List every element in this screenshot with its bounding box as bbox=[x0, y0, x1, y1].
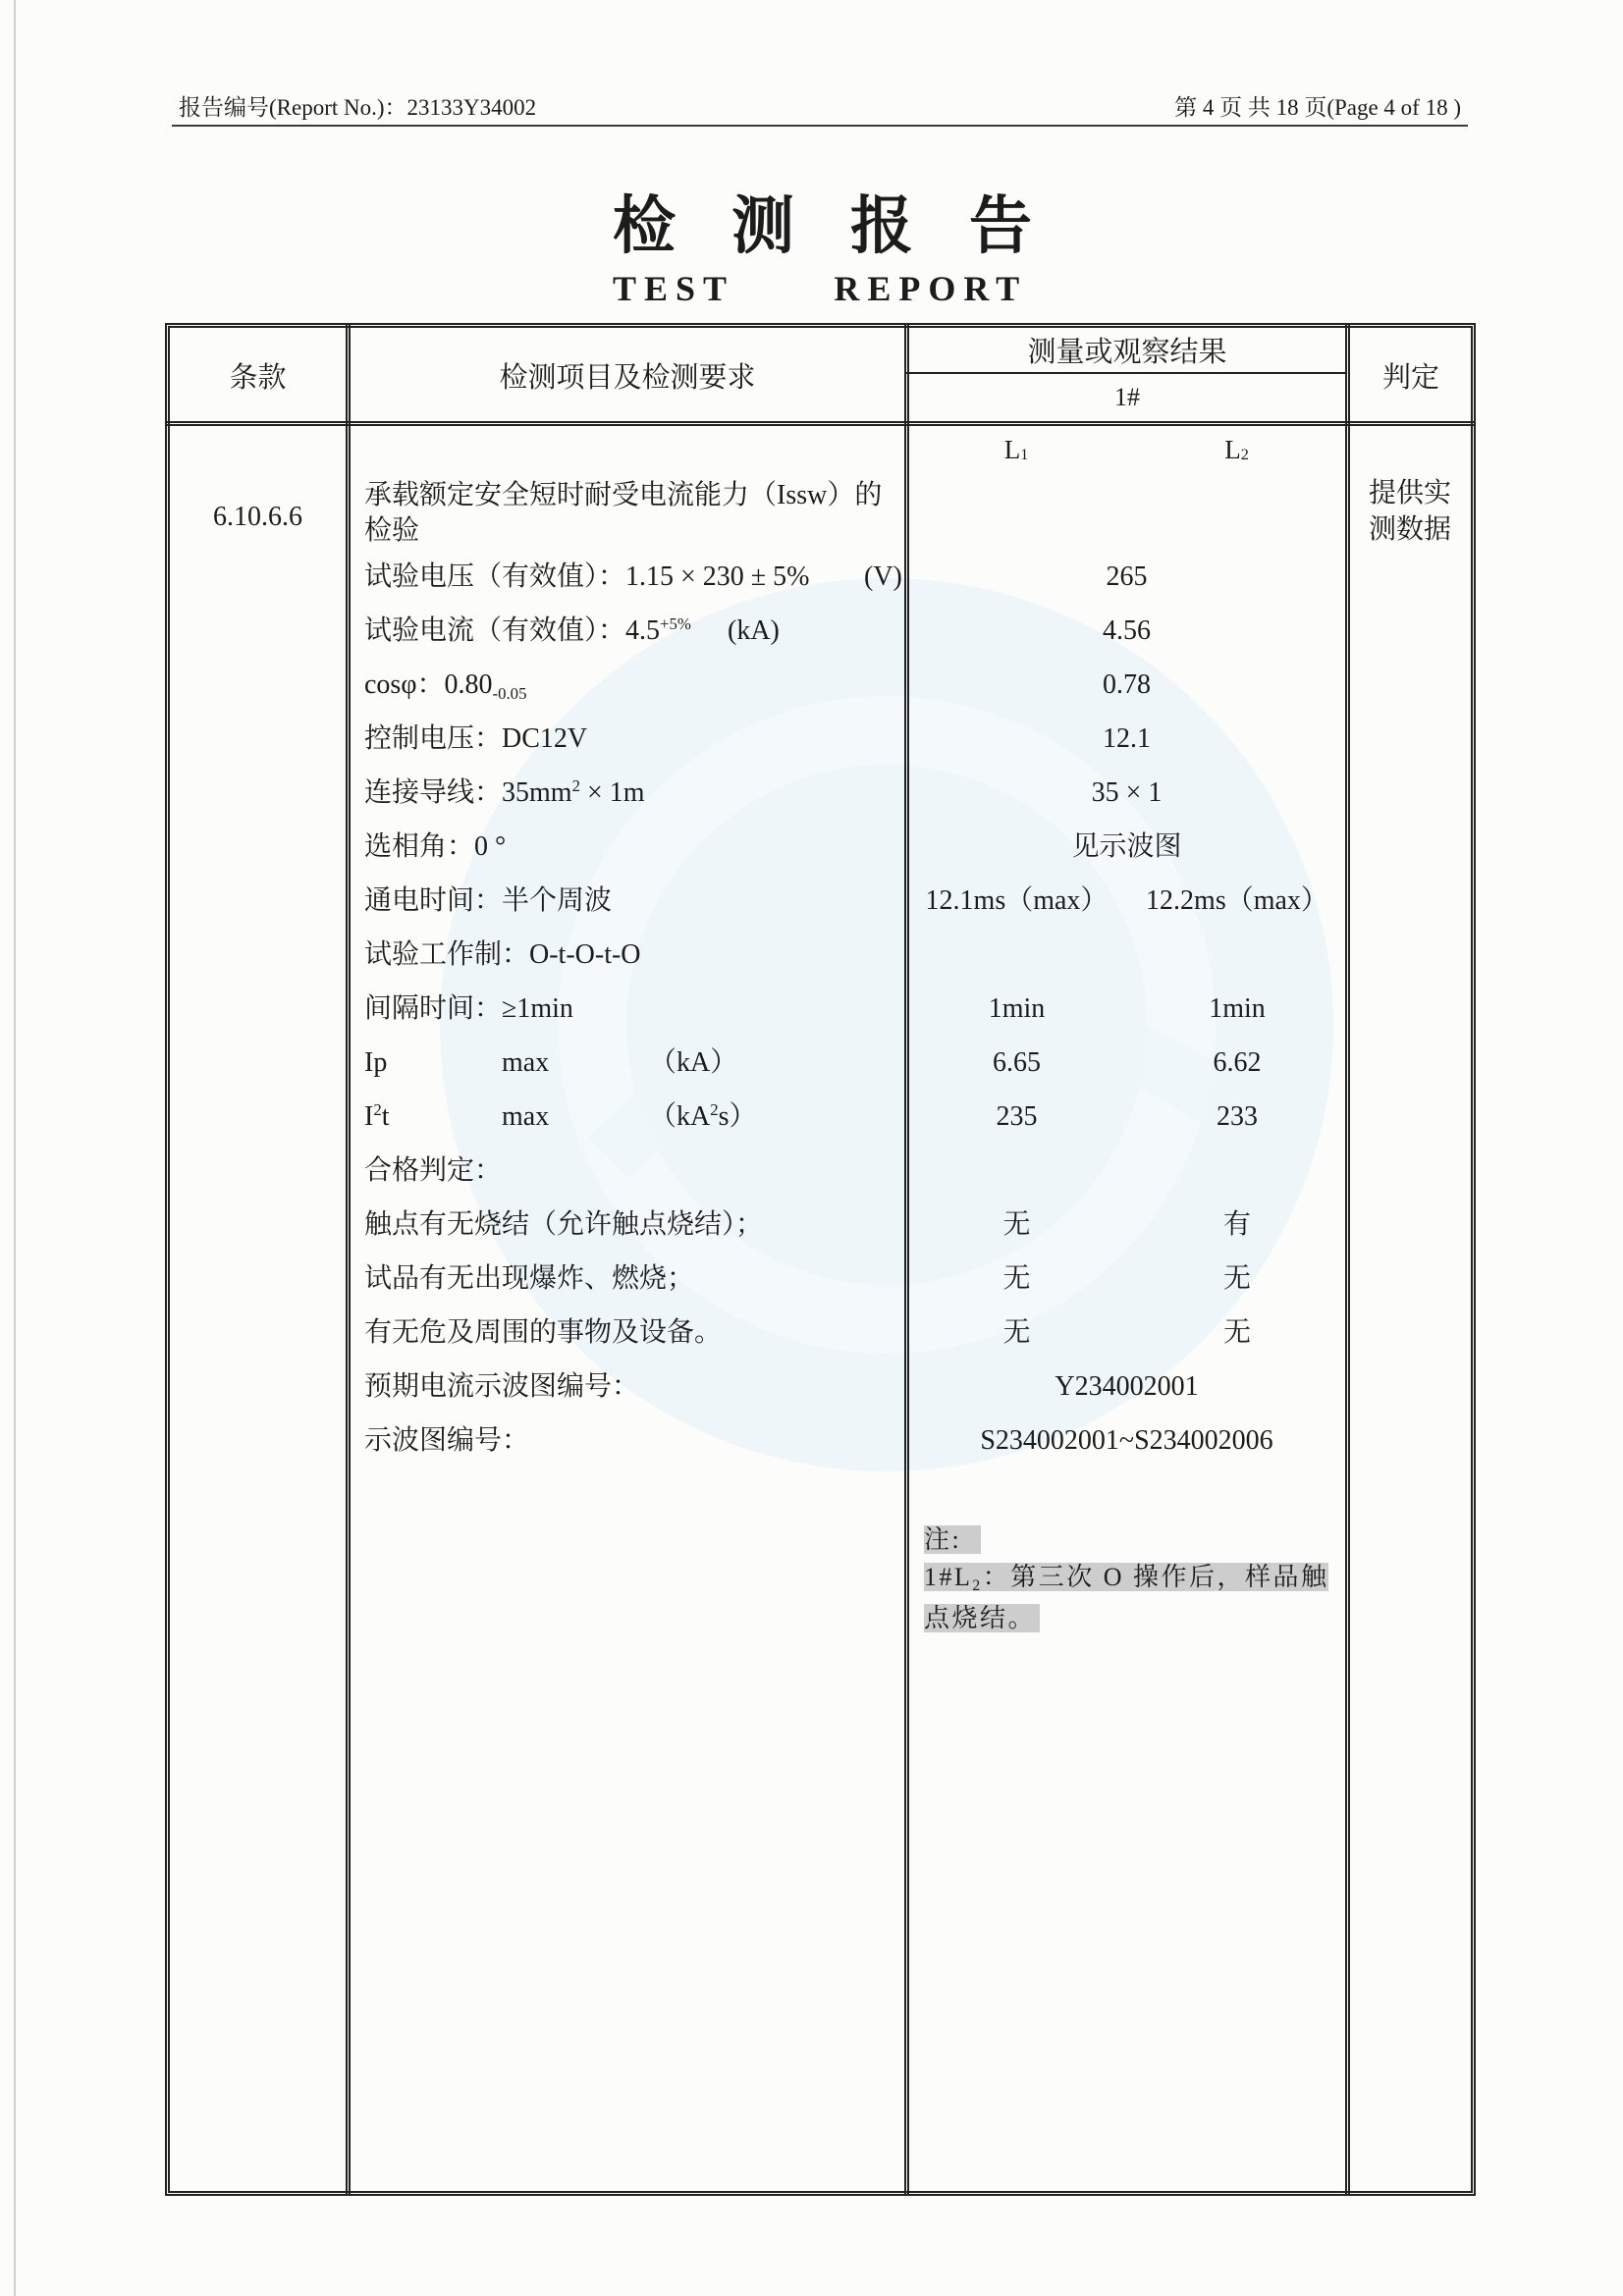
note-sample-ref-sub: 2 bbox=[972, 1577, 983, 1595]
item-pass-criteria: 合格判定： bbox=[364, 1155, 503, 1186]
result-joule-integral-l1: 235 bbox=[996, 1101, 1038, 1132]
item-connection-wire bbox=[364, 766, 645, 823]
item-contact-welding: 触点有无烧结（允许触点烧结）； bbox=[364, 1209, 764, 1240]
subcol-l2-sub: 2 bbox=[1240, 446, 1249, 464]
result-connection-wire: 35 × 1 bbox=[1091, 777, 1163, 808]
joule-unit-exp: 2 bbox=[710, 1099, 719, 1119]
item-peak-current-stat: max bbox=[502, 1047, 550, 1078]
row-phase-angle bbox=[167, 820, 1474, 874]
subcol-l1 bbox=[906, 428, 1126, 471]
result-phase-angle: 见示波图 bbox=[1071, 831, 1182, 862]
subcol-l2 bbox=[1126, 428, 1347, 471]
item-surroundings-hazard: 有无危及周围的事物及设备。 bbox=[364, 1317, 723, 1348]
subcol-l1-base: L bbox=[1003, 434, 1021, 464]
note-title: 注: bbox=[924, 1525, 981, 1554]
note-title-line bbox=[924, 1522, 1328, 1559]
item-test-current bbox=[364, 604, 691, 661]
joule-symbol-exp: 2 bbox=[373, 1099, 382, 1119]
item-power-factor-text: cosφ：0.80 bbox=[364, 669, 493, 700]
row-prospective-oscillogram bbox=[167, 1360, 1474, 1414]
item-test-current-tolerance: +5% bbox=[660, 614, 691, 633]
result-oscillogram-numbers: S234002001~S234002006 bbox=[980, 1425, 1273, 1456]
result-surroundings-hazard-l2: 无 bbox=[1222, 1317, 1251, 1348]
result-peak-current-l2: 6.62 bbox=[1213, 1047, 1262, 1078]
note-line-1-text bbox=[924, 1563, 1329, 1595]
joule-symbol-base: I bbox=[364, 1101, 374, 1132]
row-contact-welding bbox=[167, 1198, 1474, 1252]
joule-symbol-post: t bbox=[381, 1101, 390, 1132]
header-clause: 条款 bbox=[229, 361, 287, 394]
scan-edge-line bbox=[14, 0, 16, 2296]
verdict-text: 提供实测数据 bbox=[1369, 478, 1452, 545]
row-energizing-time bbox=[167, 874, 1474, 928]
item-test-current-unit: (kA) bbox=[728, 615, 780, 646]
result-energizing-time-l2: 12.2ms（max） bbox=[1146, 885, 1328, 916]
note-line-1 bbox=[924, 1559, 1328, 1600]
result-control-voltage: 12.1 bbox=[1103, 723, 1151, 754]
result-note bbox=[924, 1522, 1328, 1637]
item-explosion-fire: 试品有无出现爆炸、燃烧； bbox=[364, 1263, 695, 1294]
row-test-voltage bbox=[167, 550, 1474, 604]
item-test-current-text: 试验电流（有效值）：4.5 bbox=[364, 615, 661, 646]
verdict-cell bbox=[1350, 475, 1472, 548]
row-pass-criteria bbox=[167, 1144, 1474, 1198]
item-power-factor-tolerance: -0.05 bbox=[492, 683, 527, 703]
header-verdict: 判定 bbox=[1381, 361, 1439, 394]
row-interval-time bbox=[167, 982, 1474, 1036]
item-interval-time: 间隔时间：≥1min bbox=[364, 993, 573, 1024]
title-english: TEST REPORT bbox=[613, 269, 1028, 308]
row-joule-integral bbox=[167, 1090, 1474, 1144]
row-test-current bbox=[167, 604, 1474, 658]
item-phase-angle: 选相角：0 ° bbox=[364, 831, 507, 862]
result-interval-time-l1: 1min bbox=[988, 993, 1046, 1024]
result-contact-welding-l1: 无 bbox=[1002, 1209, 1031, 1240]
result-prospective-oscillogram: Y234002001 bbox=[1055, 1371, 1199, 1402]
item-oscillogram-numbers: 示波图编号： bbox=[364, 1425, 530, 1456]
result-surroundings-hazard-l1: 无 bbox=[1002, 1317, 1031, 1348]
row-explosion-fire bbox=[167, 1252, 1474, 1306]
header-sample: 1# bbox=[1114, 383, 1140, 411]
result-test-voltage: 265 bbox=[1106, 561, 1148, 592]
row-connection-wire bbox=[167, 766, 1474, 820]
result-contact-welding-l2: 有 bbox=[1222, 1209, 1251, 1240]
result-energizing-time-l1: 12.1ms（max） bbox=[925, 885, 1109, 916]
result-explosion-fire-l1: 无 bbox=[1002, 1263, 1031, 1294]
header-result: 测量或观察结果 bbox=[1027, 337, 1227, 368]
item-joule-integral-unit bbox=[649, 1090, 757, 1147]
item-joule-integral-symbol bbox=[364, 1090, 390, 1147]
item-test-voltage-unit: (V) bbox=[864, 561, 902, 592]
note-line-1-rest: ：第三次 O 操作后，样品触 bbox=[982, 1563, 1329, 1591]
item-test-voltage: 试验电压（有效值）：1.15 × 230 ± 5% bbox=[364, 561, 810, 592]
header-rule bbox=[172, 125, 1468, 127]
joule-unit-post: s） bbox=[718, 1101, 757, 1132]
page-number: 第 4 页 共 18 页(Page 4 of 18 ) bbox=[1174, 95, 1461, 120]
note-line-2-text: 点烧结。 bbox=[924, 1604, 1040, 1632]
item-connection-wire-length: × 1m bbox=[579, 777, 645, 808]
subcol-l2-base: L bbox=[1224, 434, 1241, 464]
row-control-voltage bbox=[167, 712, 1474, 766]
test-rows bbox=[167, 550, 1474, 1468]
result-test-current: 4.56 bbox=[1103, 615, 1151, 646]
item-prospective-oscillogram: 预期电流示波图编号： bbox=[364, 1371, 640, 1402]
item-power-factor bbox=[364, 658, 526, 715]
result-joule-integral-l2: 233 bbox=[1217, 1101, 1258, 1132]
item-peak-current-symbol: Ip bbox=[364, 1047, 388, 1078]
row-oscillogram-numbers bbox=[167, 1414, 1474, 1468]
item-operating-sequence: 试验工作制：O-t-O-t-O bbox=[364, 939, 641, 970]
result-explosion-fire-l2: 无 bbox=[1222, 1263, 1251, 1294]
subcol-l1-sub: 1 bbox=[1020, 446, 1029, 464]
title-chinese: 检测报告 bbox=[613, 191, 1088, 261]
note-sample-ref: 1#L bbox=[924, 1563, 973, 1591]
result-peak-current-l1: 6.65 bbox=[993, 1047, 1041, 1078]
test-name: 承载额定安全短时耐受电流能力（Issw）的检验 bbox=[364, 480, 883, 546]
result-power-factor: 0.78 bbox=[1103, 669, 1151, 700]
row-surroundings-hazard bbox=[167, 1306, 1474, 1360]
item-connection-wire-text: 连接导线：35mm bbox=[364, 777, 572, 808]
row-peak-current bbox=[167, 1036, 1474, 1090]
row-operating-sequence bbox=[167, 928, 1474, 982]
joule-unit-pre: （kA bbox=[649, 1101, 711, 1132]
item-connection-wire-exp: 2 bbox=[571, 775, 580, 795]
note-line-2 bbox=[924, 1600, 1328, 1637]
item-energizing-time: 通电时间：半个周波 bbox=[364, 885, 613, 916]
result-interval-time-l2: 1min bbox=[1209, 993, 1266, 1024]
clause-number: 6.10.6.6 bbox=[213, 502, 302, 532]
header-item: 检测项目及检测要求 bbox=[499, 361, 756, 394]
row-power-factor bbox=[167, 658, 1474, 712]
report-number: 报告编号(Report No.)：23133Y34002 bbox=[179, 95, 537, 120]
item-peak-current-unit: （kA） bbox=[649, 1047, 738, 1078]
item-control-voltage: 控制电压：DC12V bbox=[364, 723, 588, 754]
item-joule-integral-stat: max bbox=[502, 1101, 550, 1132]
